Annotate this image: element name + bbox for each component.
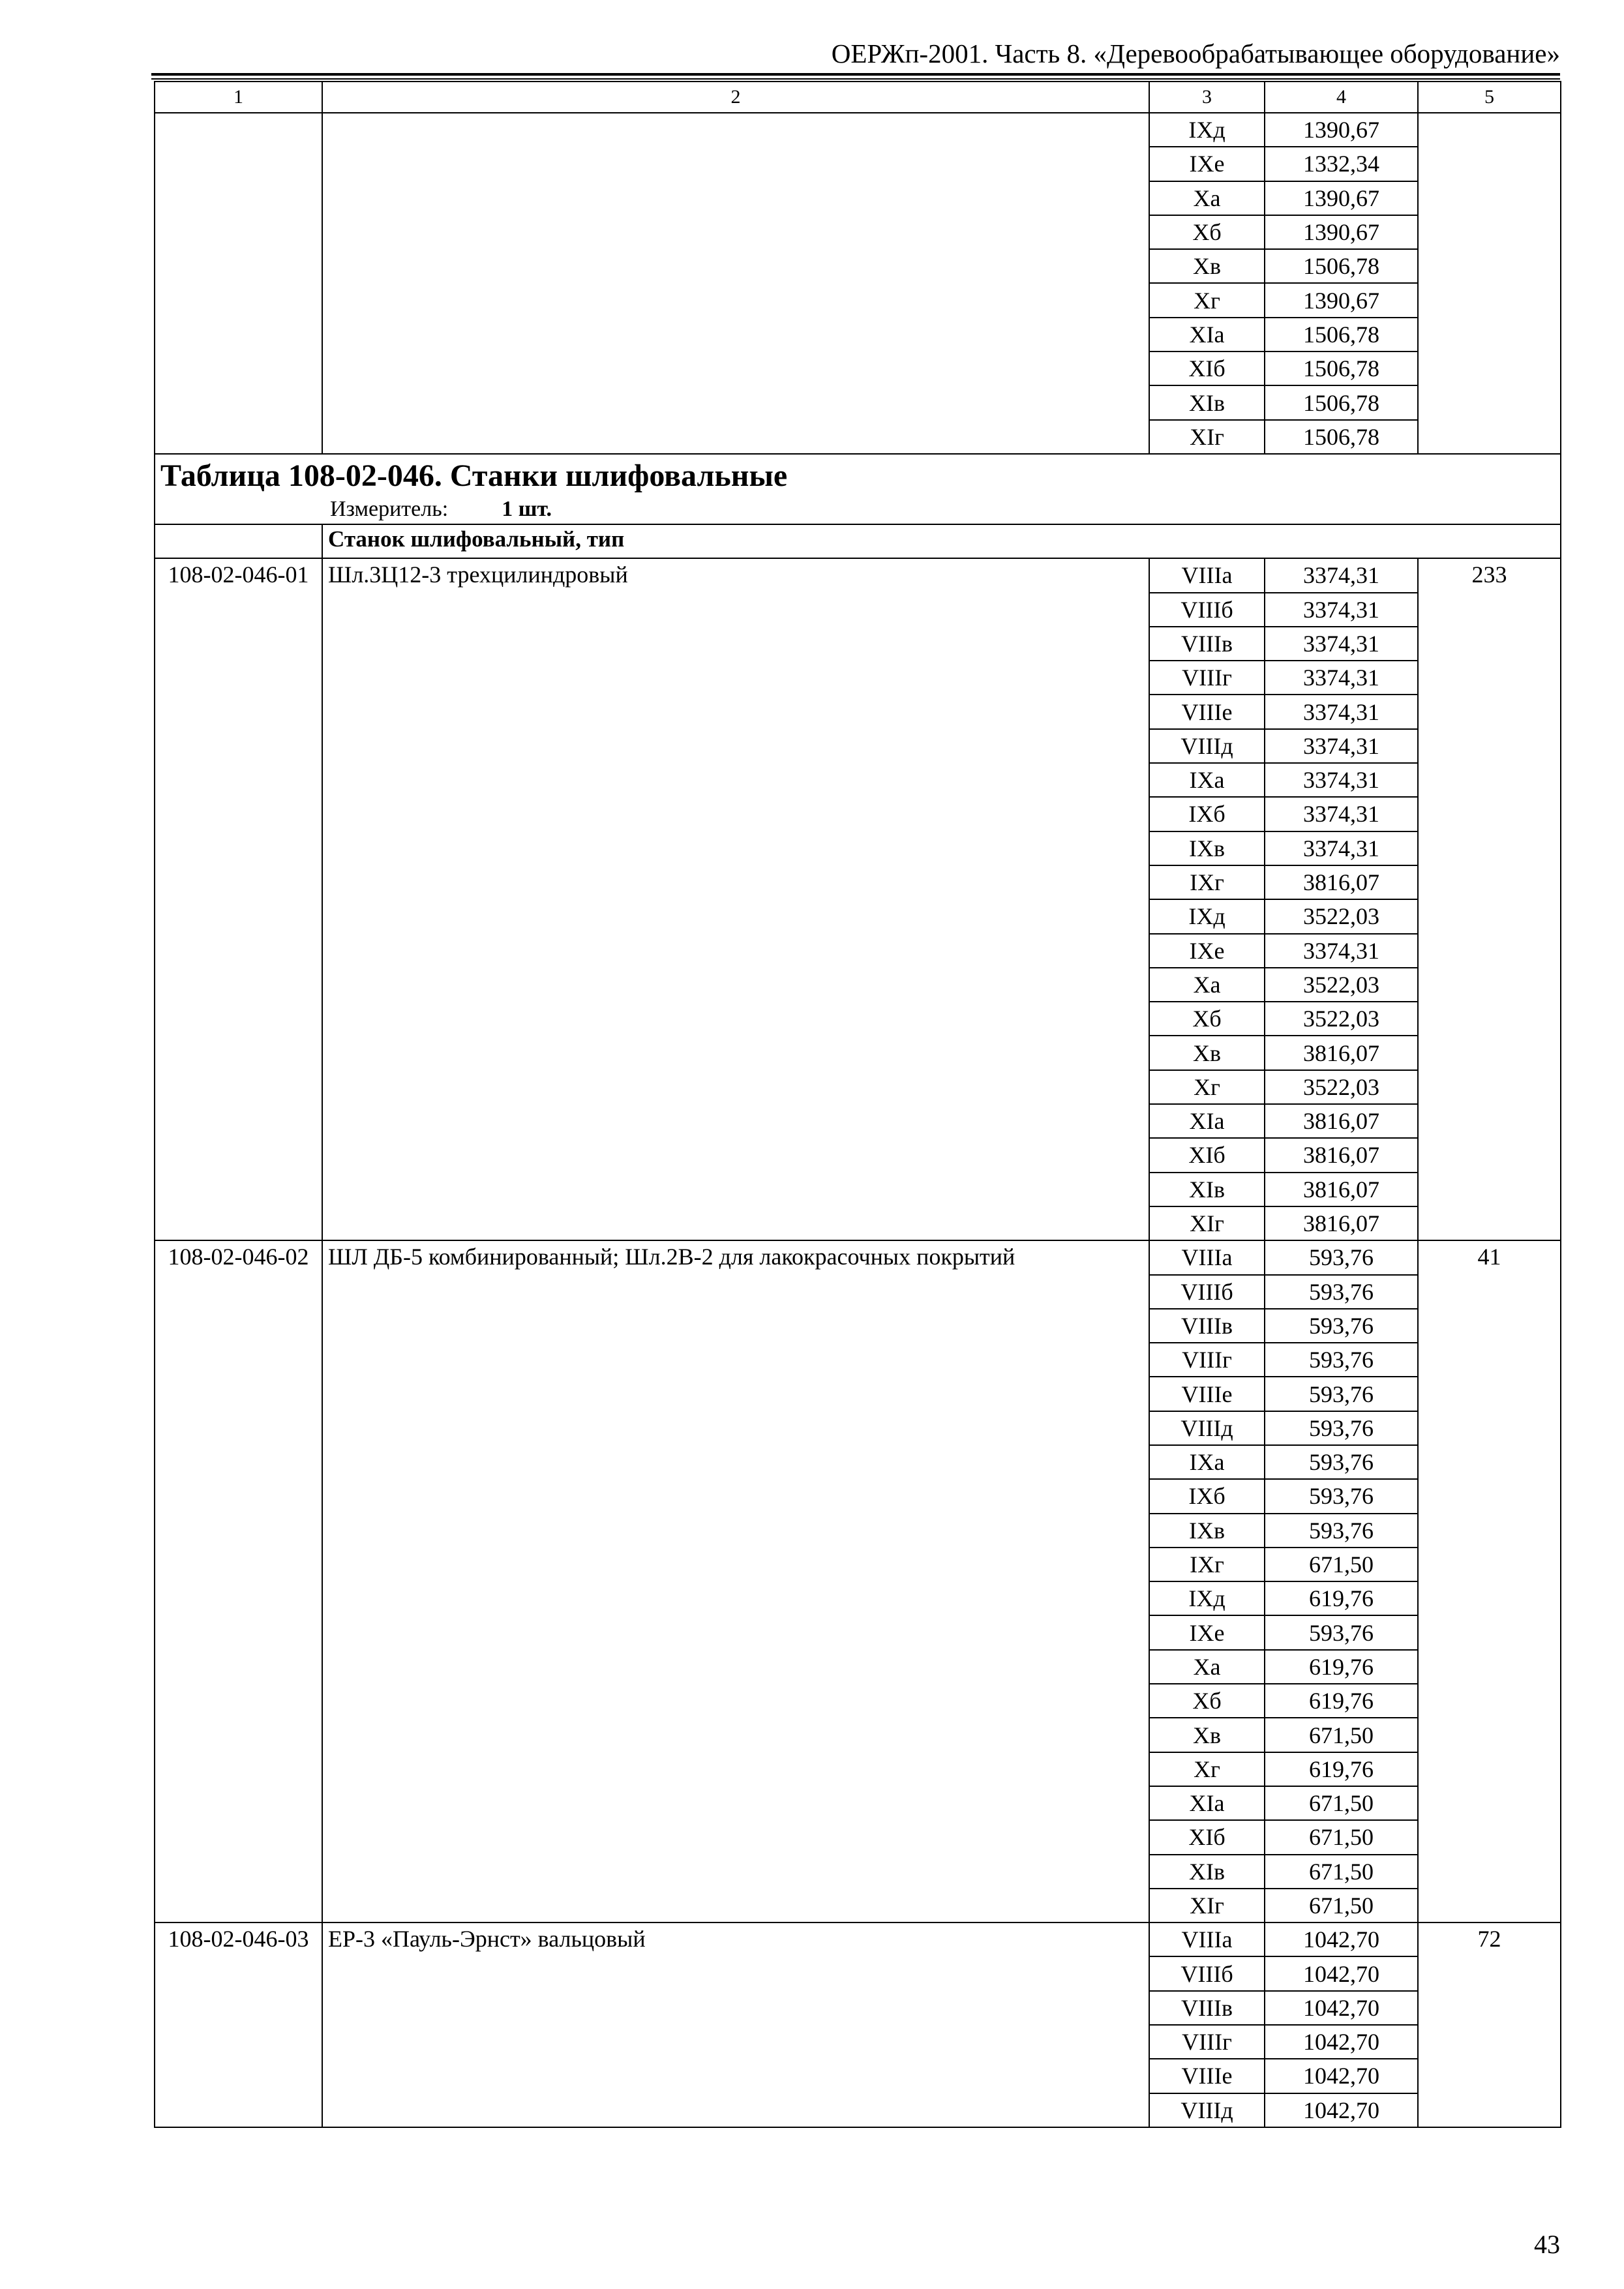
table-row (155, 113, 1561, 147)
price-cell: 3374,31 (1265, 593, 1418, 627)
region-cell: XIг (1149, 1889, 1265, 1922)
price-cell: 3522,03 (1265, 1070, 1418, 1104)
rates-table (154, 81, 1561, 2128)
table-title-cell (155, 454, 1561, 524)
price-cell: 593,76 (1265, 1377, 1418, 1411)
page-number: 43 (1534, 2230, 1560, 2259)
price-cell: 3816,07 (1265, 1104, 1418, 1138)
region-cell: VIIIг (1149, 661, 1265, 695)
column-number-row (155, 82, 1561, 113)
subheading-row (155, 524, 1561, 558)
price-cell: 3374,31 (1265, 729, 1418, 763)
price-cell: 3374,31 (1265, 831, 1418, 865)
column-number: 1 (155, 82, 322, 113)
price-cell: 1390,67 (1265, 113, 1418, 147)
region-cell: XIб (1149, 1138, 1265, 1172)
meter-value: 1 шт. (502, 496, 552, 521)
price-cell: 1506,78 (1265, 385, 1418, 419)
region-cell: VIIIа (1149, 1240, 1265, 1274)
table-row (155, 1922, 1561, 1956)
region-cell: XIб (1149, 352, 1265, 385)
region-cell: Xв (1149, 1036, 1265, 1070)
price-cell: 3374,31 (1265, 661, 1418, 695)
entry-code: 108-02-046-01 (155, 558, 322, 1240)
price-cell: 671,50 (1265, 1786, 1418, 1820)
region-cell: Xв (1149, 249, 1265, 283)
region-cell: IXд (1149, 1581, 1265, 1615)
region-cell: VIIIа (1149, 558, 1265, 592)
column-number: 3 (1149, 82, 1265, 113)
entry-col5: 72 (1418, 1922, 1561, 2127)
region-cell: IXг (1149, 865, 1265, 899)
region-cell: IXв (1149, 1514, 1265, 1548)
table-title: Таблица 108-02-046. Станки шлифовальные (160, 458, 788, 493)
price-cell: 3816,07 (1265, 1036, 1418, 1070)
price-cell: 1390,67 (1265, 215, 1418, 249)
running-header: ОЕРЖп-2001. Часть 8. «Деревообрабатывающее оборудование» (831, 38, 1560, 68)
price-cell: 3522,03 (1265, 1002, 1418, 1036)
price-cell: 3374,31 (1265, 797, 1418, 831)
table-title-row (155, 454, 1561, 524)
region-cell: Xб (1149, 1002, 1265, 1036)
price-cell: 1390,67 (1265, 181, 1418, 215)
price-cell: 619,76 (1265, 1581, 1418, 1615)
entry-name: Шл.3Ц12-3 трехцилиндровый (322, 558, 1149, 1240)
price-cell: 3816,07 (1265, 1206, 1418, 1240)
price-cell: 1042,70 (1265, 1956, 1418, 1990)
region-cell: Xг (1149, 1070, 1265, 1104)
region-cell: IXе (1149, 934, 1265, 968)
region-cell: Xа (1149, 181, 1265, 215)
price-cell: 1506,78 (1265, 249, 1418, 283)
price-cell: 593,76 (1265, 1514, 1418, 1548)
price-cell: 593,76 (1265, 1343, 1418, 1377)
region-cell: Xг (1149, 283, 1265, 317)
price-cell: 671,50 (1265, 1820, 1418, 1854)
region-cell: XIв (1149, 385, 1265, 419)
price-cell: 1042,70 (1265, 2059, 1418, 2093)
region-cell: XIа (1149, 1786, 1265, 1820)
price-cell: 619,76 (1265, 1684, 1418, 1718)
price-cell: 1332,34 (1265, 147, 1418, 181)
price-cell: 3816,07 (1265, 1173, 1418, 1206)
price-cell: 1042,70 (1265, 1991, 1418, 2025)
region-cell: VIIIг (1149, 2025, 1265, 2059)
price-cell: 593,76 (1265, 1275, 1418, 1309)
price-cell: 593,76 (1265, 1309, 1418, 1343)
entry-code: 108-02-046-02 (155, 1240, 322, 1922)
region-cell: XIг (1149, 1206, 1265, 1240)
price-cell: 3374,31 (1265, 763, 1418, 797)
region-cell: VIIIе (1149, 1377, 1265, 1411)
col5-cell-empty (1418, 113, 1561, 454)
region-cell: Xа (1149, 968, 1265, 1002)
column-number: 5 (1418, 82, 1561, 113)
price-cell: 3374,31 (1265, 627, 1418, 661)
region-cell: VIIIе (1149, 2059, 1265, 2093)
price-cell: 593,76 (1265, 1411, 1418, 1445)
price-cell: 593,76 (1265, 1479, 1418, 1513)
price-cell: 3374,31 (1265, 558, 1418, 592)
price-cell: 3816,07 (1265, 865, 1418, 899)
column-number: 2 (322, 82, 1149, 113)
region-cell: XIв (1149, 1855, 1265, 1889)
region-cell: VIIIд (1149, 729, 1265, 763)
region-cell: VIIIе (1149, 695, 1265, 728)
region-cell: Xг (1149, 1752, 1265, 1786)
price-cell: 3374,31 (1265, 695, 1418, 728)
price-cell: 3374,31 (1265, 934, 1418, 968)
price-cell: 1042,70 (1265, 2025, 1418, 2059)
region-cell: IXд (1149, 113, 1265, 147)
region-cell: VIIIв (1149, 1309, 1265, 1343)
meter-line (155, 495, 1560, 524)
region-cell: Xа (1149, 1650, 1265, 1684)
price-cell: 1042,70 (1265, 2093, 1418, 2127)
price-cell: 593,76 (1265, 1615, 1418, 1649)
column-number: 4 (1265, 82, 1418, 113)
table-row (155, 1240, 1561, 1274)
price-cell: 593,76 (1265, 1445, 1418, 1479)
price-cell: 1390,67 (1265, 283, 1418, 317)
region-cell: IXе (1149, 147, 1265, 181)
header-rule (151, 73, 1560, 76)
name-cell-empty (322, 113, 1149, 454)
region-cell: IXг (1149, 1548, 1265, 1581)
region-cell: VIIIб (1149, 1956, 1265, 1990)
region-cell: VIIIг (1149, 1343, 1265, 1377)
price-cell: 671,50 (1265, 1548, 1418, 1581)
region-cell: IXа (1149, 763, 1265, 797)
entry-code: 108-02-046-03 (155, 1922, 322, 2127)
region-cell: IXе (1149, 1615, 1265, 1649)
price-cell: 619,76 (1265, 1650, 1418, 1684)
region-cell: XIг (1149, 420, 1265, 454)
region-cell: VIIIб (1149, 1275, 1265, 1309)
region-cell: Xб (1149, 1684, 1265, 1718)
region-cell: VIIIд (1149, 1411, 1265, 1445)
subheading: Станок шлифовальный, тип (322, 524, 1561, 558)
region-cell: IXд (1149, 899, 1265, 933)
region-cell: IXв (1149, 831, 1265, 865)
region-cell: XIв (1149, 1173, 1265, 1206)
region-cell: IXб (1149, 797, 1265, 831)
price-cell: 3522,03 (1265, 968, 1418, 1002)
price-cell: 3816,07 (1265, 1138, 1418, 1172)
region-cell: VIIIб (1149, 593, 1265, 627)
price-cell: 1506,78 (1265, 318, 1418, 352)
code-cell-empty (155, 113, 322, 454)
entry-name: ЕР-3 «Пауль-Эрнст» вальцовый (322, 1922, 1149, 2127)
price-cell: 619,76 (1265, 1752, 1418, 1786)
region-cell: VIIIд (1149, 2093, 1265, 2127)
region-cell: XIа (1149, 1104, 1265, 1138)
price-cell: 1506,78 (1265, 420, 1418, 454)
price-cell: 671,50 (1265, 1889, 1418, 1922)
price-cell: 3522,03 (1265, 899, 1418, 933)
region-cell: IXб (1149, 1479, 1265, 1513)
entry-name: ШЛ ДБ-5 комбинированный; Шл.2В-2 для лакокрасочных покрытий (322, 1240, 1149, 1922)
price-cell: 593,76 (1265, 1240, 1418, 1274)
header-rule-thin (151, 78, 1560, 80)
region-cell: XIа (1149, 318, 1265, 352)
entry-col5: 233 (1418, 558, 1561, 1240)
region-cell: VIIIв (1149, 1991, 1265, 2025)
table-row (155, 558, 1561, 592)
region-cell: VIIIа (1149, 1922, 1265, 1956)
region-cell: XIб (1149, 1820, 1265, 1854)
price-cell: 1506,78 (1265, 352, 1418, 385)
price-cell: 671,50 (1265, 1718, 1418, 1752)
region-cell: VIIIв (1149, 627, 1265, 661)
entry-col5: 41 (1418, 1240, 1561, 1922)
region-cell: Xб (1149, 215, 1265, 249)
meter-label: Измеритель: (330, 496, 449, 521)
price-cell: 671,50 (1265, 1855, 1418, 1889)
region-cell: Xв (1149, 1718, 1265, 1752)
region-cell: IXа (1149, 1445, 1265, 1479)
subheading-spacer (155, 524, 322, 558)
price-cell: 1042,70 (1265, 1922, 1418, 1956)
